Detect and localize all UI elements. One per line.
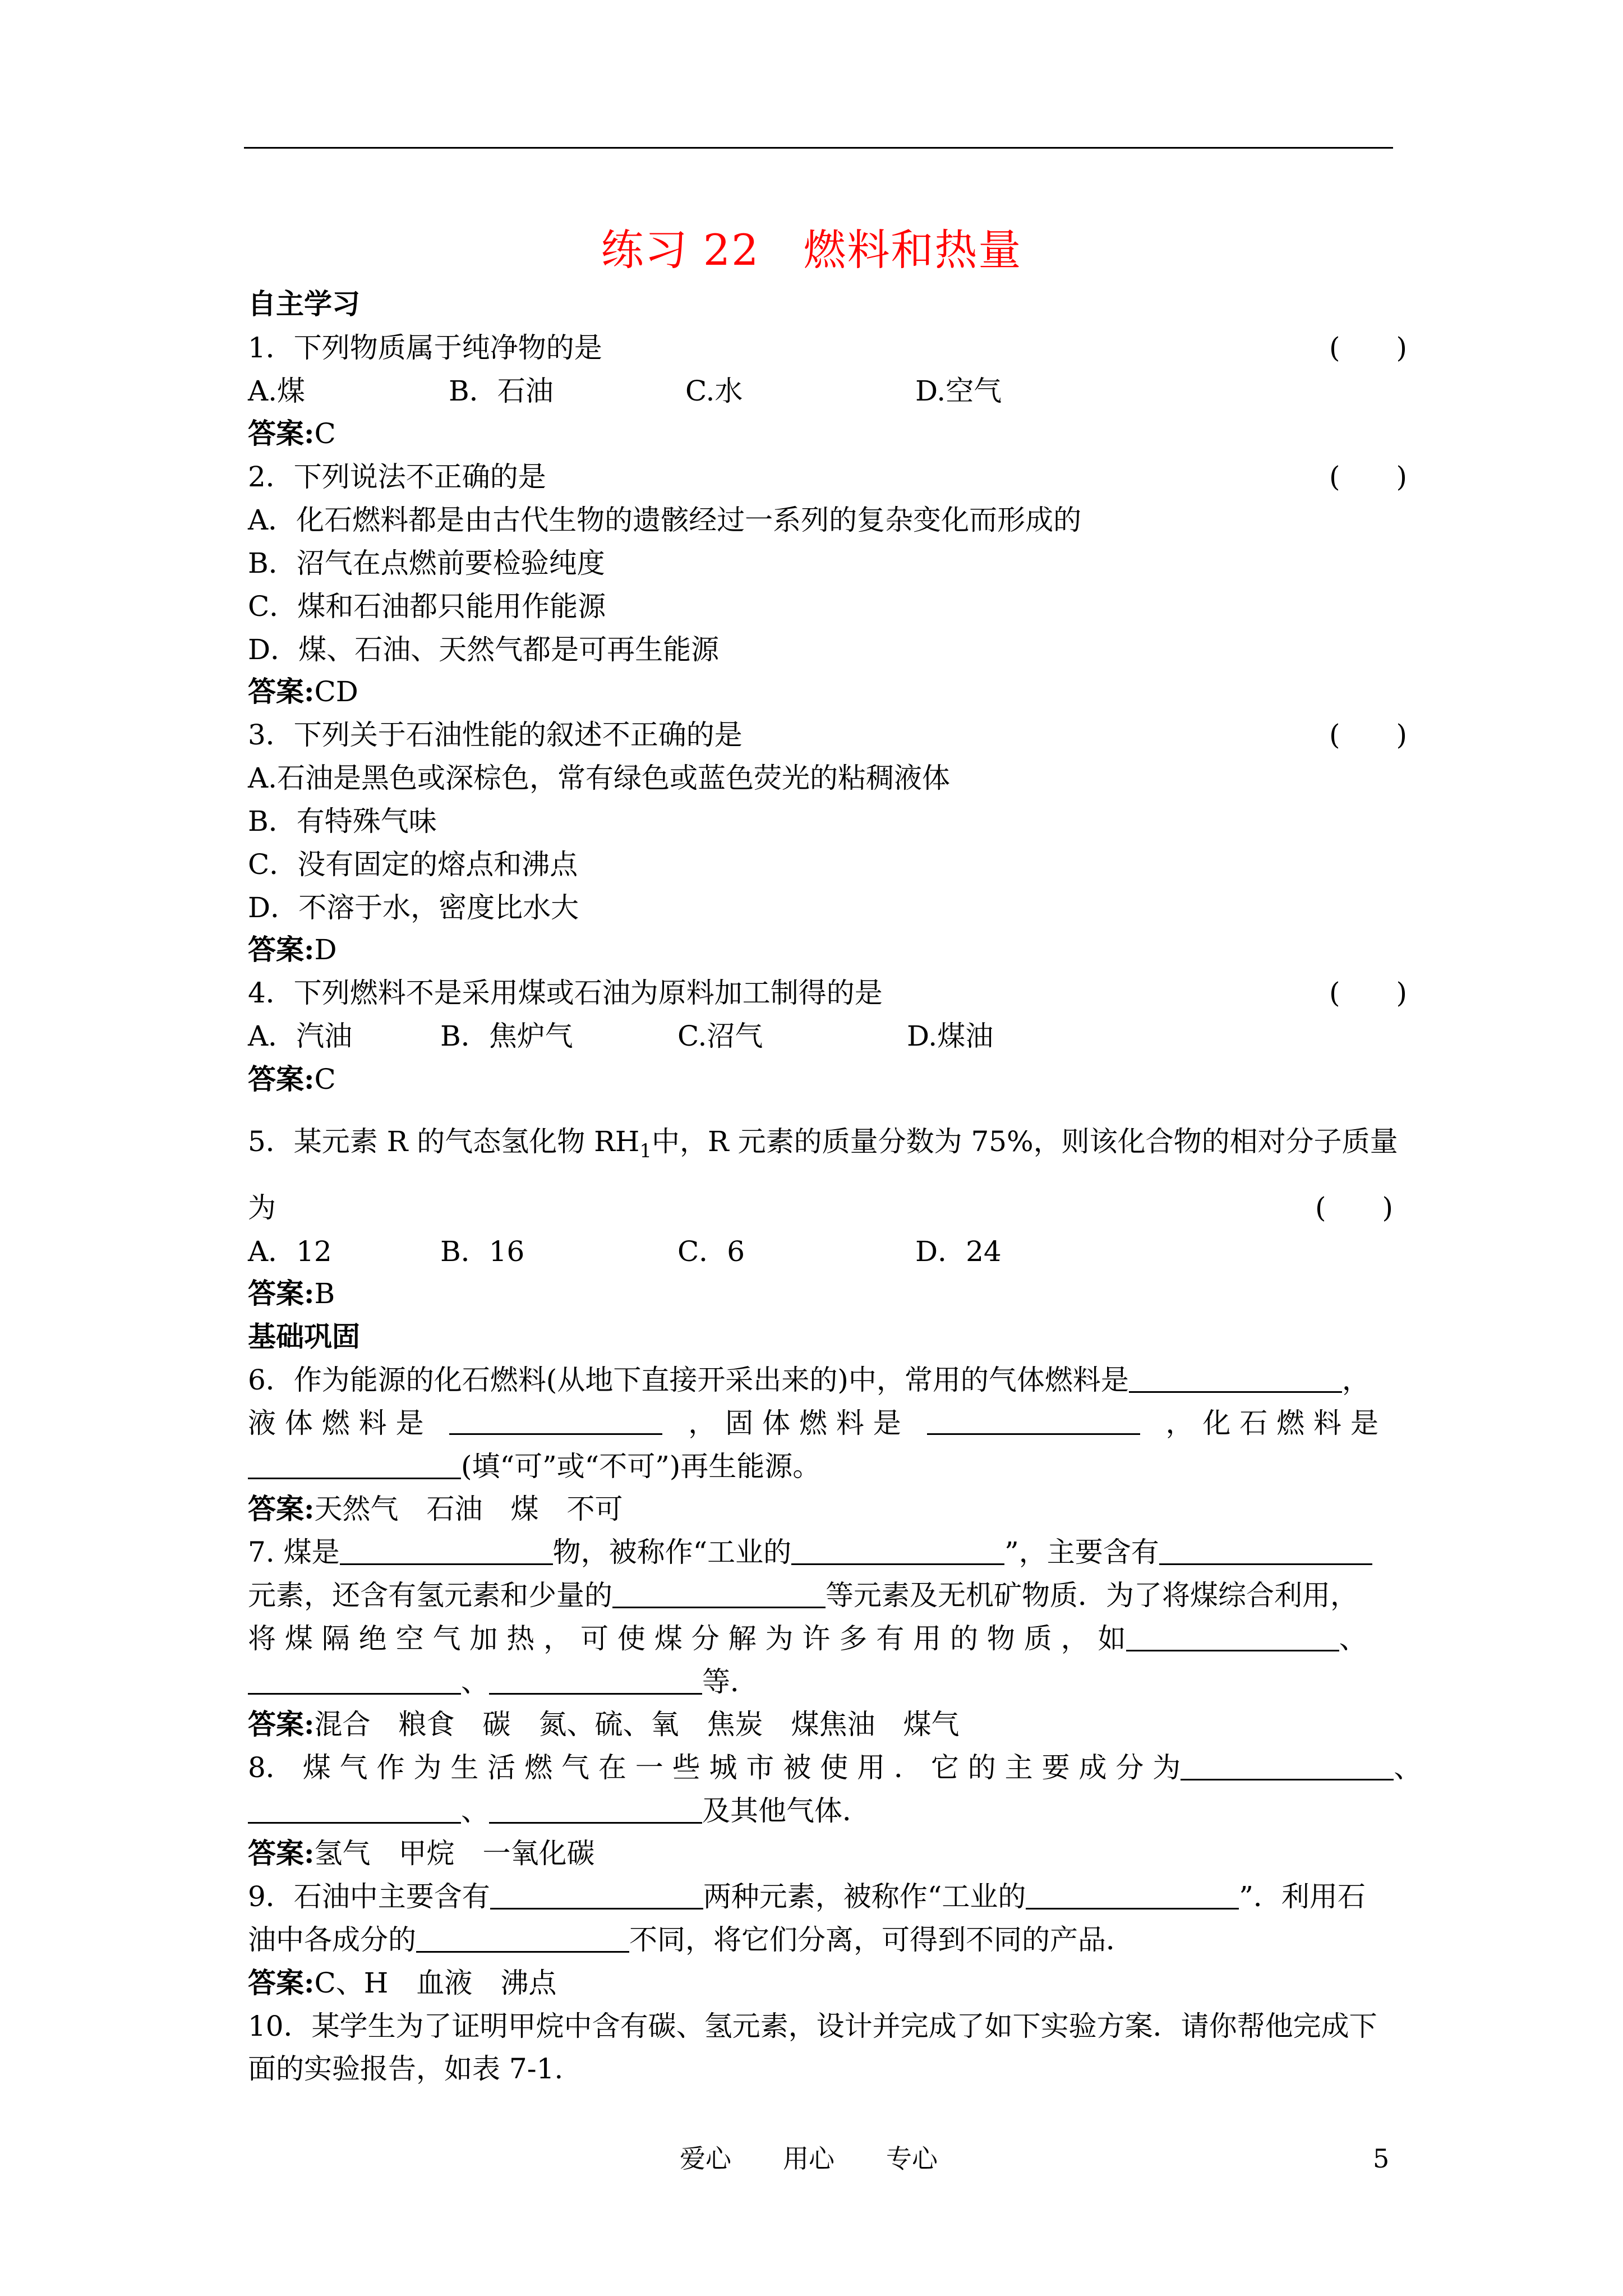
answer-line [248,1837,594,1870]
answer-label: 答案: [248,417,315,450]
answer-line [248,675,358,708]
question-7-line2 [248,1579,1358,1612]
stem-text: ， [1341,1364,1370,1396]
stem-text: ”，主要含有 [1004,1536,1159,1568]
question-5-stem-cont: 为 [248,1191,276,1224]
stem-text: 液 体 燃 料 是 [248,1407,424,1439]
stem-text: 、 [461,1665,489,1698]
option-b: B．焦炉气 [440,1020,573,1052]
answer-label: 答案: [248,675,315,708]
blank [248,1666,461,1695]
answer-value: CD [314,675,358,708]
answer-line [248,1708,959,1741]
blank [248,1451,461,1479]
answer-parens: ( ) [1329,332,1407,364]
question-8-line2 [248,1794,870,1828]
blank [791,1536,1004,1565]
stem-text: 两种元素，被称作“工业的 [703,1880,1026,1913]
question-6-line1 [248,1363,1370,1397]
blank [927,1406,1140,1435]
stem-text: 及其他气体． [702,1795,870,1827]
stem-text: 物，被称作“工业的 [552,1536,792,1568]
answer-line [248,1277,335,1310]
page-title: 练习 22 燃料和热量 [601,225,1022,275]
answer-line [248,1492,623,1526]
answer-value: C [314,417,336,450]
question-9-line2 [248,1923,1134,1957]
answer-parens: ( ) [1329,719,1407,751]
answer-value: B [314,1277,335,1310]
answer-value: D [314,933,337,966]
blank [416,1924,629,1953]
blank [1126,1623,1339,1651]
question-9-line1 [248,1880,1366,1913]
blank [340,1536,553,1565]
question-7-line1 [248,1535,1372,1569]
blank [1181,1752,1394,1780]
question-4-stem: 4．下列燃料不是采用煤或石油为原料加工制得的是 [248,977,883,1009]
stem-text: 元素，还含有氢元素和少量的 [248,1579,612,1612]
option-d: D．不溶于水，密度比水大 [248,891,579,924]
stem-text: ， 化 石 燃 料 是 [1165,1407,1378,1439]
question-7-line4 [248,1665,758,1699]
question-7-line3 [248,1622,1367,1655]
question-8-line1 [248,1751,1422,1784]
header-rule [244,147,1393,149]
blank [489,1795,702,1824]
stem-text: 将 煤 隔 绝 空 气 加 热 ， 可 使 煤 分 解 为 许 多 有 用 的 物 质 ， 如 [248,1622,1126,1655]
option-b: B．16 [440,1235,525,1268]
blank [248,1795,461,1824]
option-d: D．24 [915,1235,1002,1268]
option-c: C．煤和石油都只能用作能源 [248,590,606,623]
answer-value: 混合 粮食 碳 氮、硫、氧 焦炭 煤焦油 煤气 [314,1708,960,1741]
blank [1026,1881,1239,1910]
answer-line [248,417,336,450]
stem-text: 7. 煤是 [248,1536,340,1568]
answer-value: 天然气 石油 煤 不可 [314,1493,623,1525]
answer-value: 氢气 甲烷 一氧化碳 [314,1837,595,1870]
answer-value: C、H 血液 沸点 [314,1967,557,1999]
stem-text: 等． [702,1665,758,1698]
answer-parens: ( ) [1329,977,1407,1009]
question-2-stem: 2．下列说法不正确的是 [248,461,546,493]
stem-text: ”．利用石 [1239,1880,1366,1913]
stem-text: 油中各成分的 [248,1924,416,1956]
option-c: C．6 [677,1235,745,1268]
subscript: 1 [639,1140,652,1162]
blank [449,1406,662,1435]
option-a: A．化石燃料都是由古代生物的遗骸经过一系列的复杂变化而形成的 [248,504,1082,536]
question-6-line3 [248,1450,820,1483]
question-1-stem: 1．下列物质属于纯净物的是 [248,332,602,364]
blank [490,1881,703,1910]
answer-parens: ( ) [1315,1191,1393,1224]
stem-text: 、 [461,1795,489,1827]
option-b: B．石油 [449,375,554,407]
answer-label: 答案: [248,1966,315,1999]
section-heading: 自主学习 [248,287,360,320]
option-c: C.沼气 [677,1020,763,1052]
stem-text: 中，R 元素的质量分数为 75%，则该化合物的相对分子质量 [652,1125,1398,1158]
answer-parens: ( ) [1329,461,1407,493]
section-heading: 基础巩固 [248,1320,360,1353]
answer-label: 答案: [248,1062,315,1096]
question-10-line2: 面的实验报告，如表 7-1. [248,2053,564,2085]
blank [1159,1536,1372,1565]
blank [612,1580,826,1608]
stem-text: 、 [1339,1622,1367,1655]
stem-text: 8． 煤 气 作 为 生 活 燃 气 在 一 些 城 市 被 使 用 ． 它 的 主 要 成 分 为 [248,1751,1181,1784]
option-a: A.煤 [248,375,306,407]
stem-text: 5．某元素 R 的气态氢化物 RH [248,1125,640,1158]
question-6-line2 [248,1406,1378,1440]
stem-text: 、 [1394,1751,1422,1784]
stem-text: (填“可”或“不可”)再生能源。 [461,1450,821,1483]
blank [489,1666,702,1695]
question-5-stem [248,1125,1398,1168]
stem-text: ， 固 体 燃 料 是 [688,1407,901,1439]
answer-label: 答案: [248,1837,315,1870]
option-a: A．汽油 [248,1020,353,1052]
page-number: 5 [1373,2143,1390,2174]
stem-text: 9．石油中主要含有 [248,1880,490,1913]
stem-text: 不同，将它们分离，可得到不同的产品． [629,1924,1134,1956]
answer-label: 答案: [248,1708,315,1741]
blank [1129,1364,1342,1393]
answer-line [248,933,337,967]
option-c: C．没有固定的熔点和沸点 [248,848,578,881]
option-b: B．沼气在点燃前要检验纯度 [248,547,605,579]
answer-value: C [314,1063,336,1096]
question-10-line1: 10．某学生为了证明甲烷中含有碳、氢元素，设计并完成了如下实验方案．请你帮他完成下 [248,2010,1377,2042]
question-3-stem: 3．下列关于石油性能的叙述不正确的是 [248,719,743,751]
stem-text: 6．作为能源的化石燃料(从地下直接开采出来的)中，常用的气体燃料是 [248,1364,1129,1396]
answer-line [248,1062,336,1096]
answer-label: 答案: [248,1492,315,1525]
footer-slogan: 爱心 用心 专心 [680,2143,938,2174]
stem-text: 等元素及无机矿物质．为了将煤综合利用， [826,1579,1358,1612]
option-a: A.石油是黑色或深棕色，常有绿色或蓝色荧光的粘稠液体 [248,762,951,794]
answer-label: 答案: [248,1277,315,1310]
option-a: A．12 [248,1235,332,1268]
option-d: D.煤油 [907,1020,994,1052]
option-d: D.空气 [915,375,1002,407]
option-b: B．有特殊气味 [248,805,437,838]
option-c: C.水 [685,375,743,407]
answer-line [248,1966,556,2000]
option-d: D．煤、石油、天然气都是可再生能源 [248,633,720,666]
answer-label: 答案: [248,933,315,966]
